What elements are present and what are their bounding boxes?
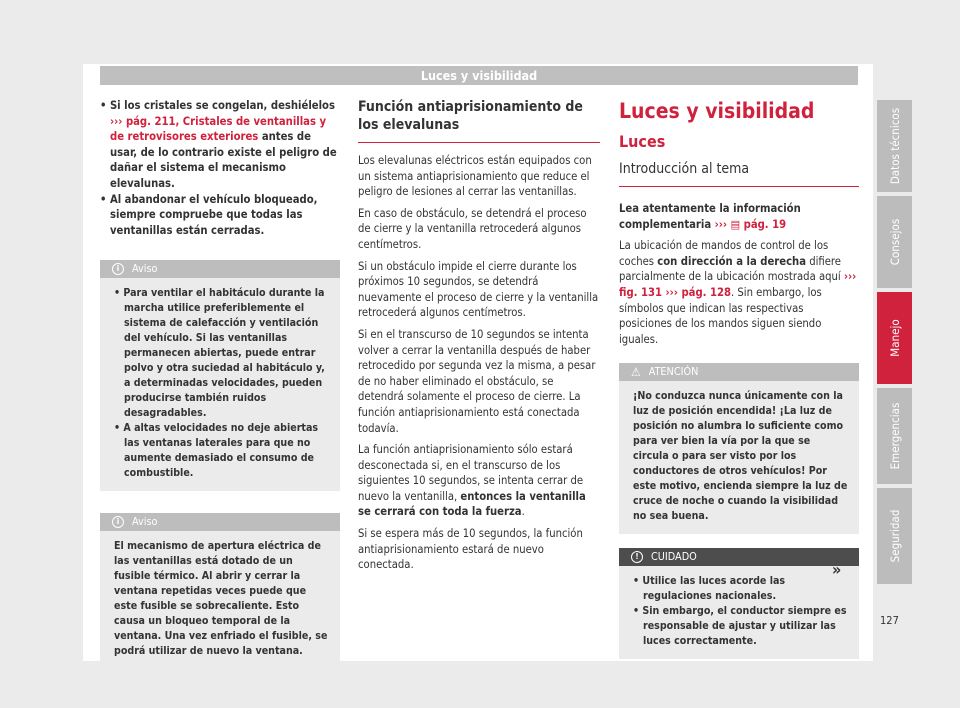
- list-item: • Al abandonar el vehículo bloqueado, siempre compruebe que todas las ventanillas están cerradas.: [100, 192, 318, 237]
- atencion-body: ¡No conduzca nunca únicamente con la luz de posición encendida! ¡La luz de posición no alumbra lo suficiente como para ver bien la vía por la que se circula o para ser visto por los conductores de otros vehículos! Por este motivo, encienda siempre la luz de cruce de noche o cuando la visibilidad no sea buena.: [633, 390, 848, 523]
- chapter-subtitle: Luces: [619, 132, 666, 151]
- paragraph: La función antiaprisionamiento sólo estará desconectada si, en el transcurso de los siguientes 10 segundos, se intenta cerrar de nuevo la ventanilla, entonces la ventanilla se cerrará con toda la fuerza.: [358, 443, 586, 519]
- list-item: • A altas velocidades no deje abiertas las ventanas laterales para que no aumente demasiado el consumo de combustible.: [114, 422, 319, 480]
- atencion-box: [619, 363, 859, 534]
- aviso-body: [100, 278, 340, 491]
- cuidado-header: ! CUIDADO: [619, 548, 859, 566]
- list-item: • Si los cristales se congelan, deshiélelos ››› pág. 211, Cristales de ventanillas y de retrovisores exteriores antes de usar, de lo contrario existe el peligro de dañar el sistema el mecanismo elevalunas.: [100, 99, 337, 190]
- lead-paragraph: Lea atentamente la información complementaria ››› ▤ pág. 19: [619, 202, 801, 231]
- info-icon: i: [112, 263, 124, 275]
- aviso-body: El mecanismo de apertura eléctrica de las ventanillas está dotado de un fusible térmico. Al abrir y cerrar la ventana repetidas veces puede que este fusible se sobrecaliente. Esto causa un bloqueo temporal de la ventana. Una vez enfriado el fusible, se podrá utilizar de nuevo la ventana.: [114, 540, 328, 658]
- column-right: [619, 98, 859, 659]
- bullet-list: [100, 98, 340, 238]
- section-heading: Función antiaprisionamiento de los elevalunas: [358, 98, 600, 143]
- aviso-box: [100, 513, 340, 669]
- page-reference-link[interactable]: pág. 19: [740, 217, 787, 231]
- chapter-title: Luces y visibilidad: [619, 99, 815, 123]
- page-reference-link[interactable]: ››› pág. 128: [662, 285, 731, 299]
- book-icon: ▤: [730, 217, 741, 231]
- tab-seguridad[interactable]: Seguridad: [877, 488, 912, 584]
- list-item: • Utilice las luces acorde las regulaciones nacionales.: [633, 575, 786, 603]
- cuidado-body: [619, 566, 859, 659]
- paragraph: En caso de obstáculo, se detendrá el proceso de cierre y la ventanilla retrocederá algunos centímetros.: [358, 206, 587, 251]
- paragraph: Si se espera más de 10 segundos, la función antiaprisionamiento estará de nuevo conectada.: [358, 527, 583, 572]
- tab-datos-tecnicos[interactable]: Datos técnicos: [877, 100, 912, 192]
- info-icon: !: [631, 551, 643, 563]
- cuidado-box: [619, 548, 859, 659]
- paragraph: Los elevalunas eléctricos están equipados con un sistema antiaprisionamiento que reduce el peligro de lesiones al cerrar las ventanillas.: [358, 154, 592, 199]
- info-icon: i: [112, 516, 124, 528]
- warning-icon: ⚠: [631, 365, 641, 380]
- paragraph: Si en el transcurso de 10 segundos se intenta volver a cerrar la ventanilla después de haber retrocedido por segunda vez la misma, a pesar de no haber eliminado el obstáculo, se detendrá solamente el proceso de cierre. La función antiaprisionamiento está conectada todavía.: [358, 327, 596, 435]
- page-reference-link[interactable]: ››› pág. 211, Cristales de ventanillas y de retrovisores exteriores: [110, 114, 327, 144]
- atencion-header: ⚠ ATENCIÓN: [619, 363, 859, 381]
- paragraph: Si un obstáculo impide el cierre durante los próximos 10 segundos, se detendrá nuevamente el proceso de cierre y la ventanilla retrocederá algunos centímetros.: [358, 259, 599, 320]
- paragraph: La ubicación de mandos de control de los coches con dirección a la derecha difiere parcialmente de la ubicación mostrada aquí ››› fig. 131 ››› pág. 128. Sin embargo, los símbolos que indican las respectivas posiciones de los mandos siguen siendo iguales.: [619, 239, 857, 346]
- section-heading: Introducción al tema: [619, 160, 859, 187]
- aviso-header: i Aviso: [100, 513, 340, 531]
- tab-emergencias[interactable]: Emergencias: [877, 388, 912, 484]
- list-item: • Para ventilar el habitáculo durante la marcha utilice preferiblemente el sistema de calefacción y ventilación del vehículo. Si las ventanillas permanecen abiertas, puede entrar polvo y otra suciedad al habitáculo y, a determinadas velocidades, pueden producirse también ruidos desagradables.: [114, 287, 325, 420]
- tab-consejos[interactable]: Consejos: [877, 196, 912, 288]
- list-item: • Sin embargo, el conductor siempre es responsable de ajustar y utilizar las luces correctamente.: [633, 605, 847, 648]
- figure-reference-link[interactable]: ››› fig. 131: [619, 270, 857, 299]
- column-middle: [358, 98, 600, 579]
- tab-manejo[interactable]: Manejo: [877, 292, 912, 384]
- aviso-header: i Aviso: [100, 260, 340, 278]
- continue-marker: »: [832, 560, 842, 579]
- aviso-box: [100, 260, 340, 491]
- page-number: 127: [880, 614, 899, 627]
- page-header: Luces y visibilidad: [100, 66, 858, 85]
- column-left: [100, 98, 340, 669]
